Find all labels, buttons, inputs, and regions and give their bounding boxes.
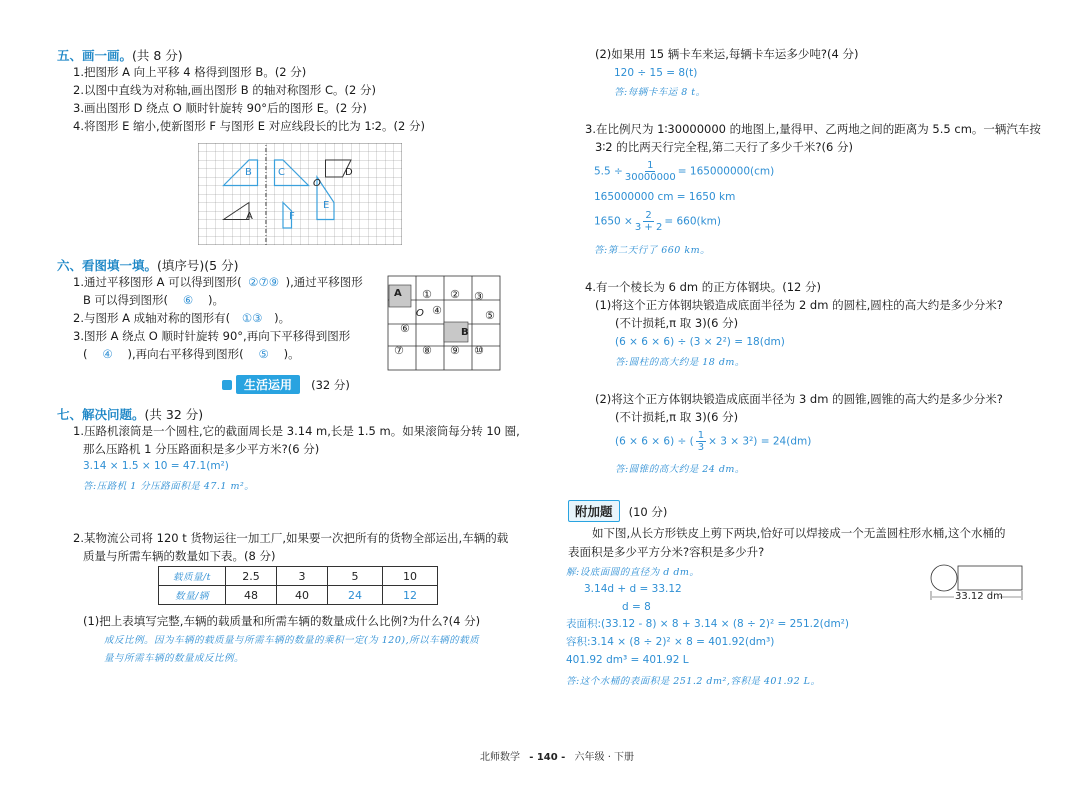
table-cell: 40 — [277, 586, 328, 605]
s7-q1-line2: 那么压路机 1 分压路面积是多少平方米?(6 分) — [83, 442, 320, 456]
table-head-load: 载质量/t — [159, 567, 226, 586]
s7-q1-calc: 3.14 × 1.5 × 10 = 47.1(m²) — [83, 460, 229, 472]
extra-header — [568, 500, 667, 522]
r-q4-1-line2: (不计损耗,π 取 3)(6 分) — [615, 316, 739, 330]
page-number: - 140 - — [529, 752, 566, 763]
r-q4-2-line1: (2)将这个正方体钢块锻造成底面半径为 3 dm 的圆锥,圆锥的高大约是多少分米? — [595, 392, 1003, 406]
r-q4-1-line1: (1)将这个正方体钢块锻造成底面半径为 2 dm 的圆柱,圆柱的高大约是多少分米? — [595, 298, 1003, 312]
extra-step1: 解:设底面圆的直径为 d dm。 — [566, 567, 700, 578]
r-q4-2-answer: 答:圆锥的高大约是 24 dm。 — [615, 464, 745, 475]
r-q3-answer: 答:第二天行了 660 km。 — [594, 245, 711, 256]
r-q4-2-line2: (不计损耗,π 取 3)(6 分) — [615, 410, 739, 424]
s5-item-3: 3.画出图形 D 绕点 O 顺时针旋转 90°后的图形 E。(2 分) — [73, 101, 367, 115]
extra-step2: 3.14d + d = 33.12 — [584, 583, 682, 595]
puzzle-label-3: ③ — [474, 290, 484, 303]
extra-step3: d = 8 — [622, 601, 651, 613]
puzzle-label-6: ⑥ — [400, 322, 410, 335]
s7-q2-line2: 质量与所需车辆的数量如下表。(8 分) — [83, 549, 276, 563]
section-6-title: 六、看图填一填。(填序号)(5 分) — [57, 258, 239, 273]
puzzle-label-b: B — [461, 327, 469, 338]
puzzle-label-9: ⑨ — [450, 344, 460, 357]
puzzle-label-8: ⑧ — [422, 344, 432, 357]
r-q3-calc1: 5.5 ÷ $\frac{1}{30000000}$ = 165000000(cm) — [594, 160, 775, 183]
figure-length-label: 33.12 dm — [955, 591, 1003, 602]
r-q3-calc2: 165000000 cm = 1650 km — [594, 191, 736, 203]
extra-line1: 如下图,从长方形铁皮上剪下两块,恰好可以焊接成一个无盖圆柱形水桶,这个水桶的 — [592, 526, 1006, 540]
s6-q1-line2: B 可以得到图形( ⑥ )。 — [83, 293, 225, 307]
extra-step5: 容积:3.14 × (8 ÷ 2)² × 8 = 401.92(dm³) — [566, 636, 775, 648]
life-use-points: (32 分) — [311, 378, 350, 392]
grid-label-b: B — [245, 167, 252, 178]
grid-label-a: A — [246, 211, 253, 222]
section-7-title: 七、解决问题。(共 32 分) — [57, 407, 204, 422]
r-q2-2: (2)如果用 15 辆卡车来运,每辆卡车运多少吨?(4 分) — [595, 47, 859, 61]
grid-label-c: C — [278, 167, 285, 178]
puzzle-label-a: A — [394, 288, 402, 299]
s7-q2-line1: 2.某物流公司将 120 t 货物运往一加工厂,如果要一次把所有的货物全部运出,车辆的载 — [73, 531, 509, 545]
s7-q2-1: (1)把上表填写完整,车辆的载质量和所需车辆的数量成什么比例?为什么?(4 分) — [83, 614, 481, 628]
extra-step4: 表面积:(33.12 - 8) × 8 + 3.14 × (8 ÷ 2)² = 251.2(dm²) — [566, 618, 849, 630]
puzzle-label-2: ② — [450, 288, 460, 301]
grid-label-d: D — [345, 167, 353, 178]
puzzle-label-1: ① — [422, 288, 432, 301]
puzzle-label-o: O — [416, 308, 424, 319]
grid-label-o: O — [313, 178, 321, 189]
s6-q1-line1: 1.通过平移图形 A 可以得到图形( ②⑦⑨ ),通过平移图形 — [73, 275, 363, 289]
r-q3-calc3: 1650 × $\frac{2}{3 + 2}$ = 660(km) — [594, 210, 722, 233]
extra-points: (10 分) — [628, 505, 668, 519]
life-use-header — [222, 374, 350, 394]
r-q3-line2: 3∶2 的比两天行完全程,第二天行了多少千米?(6 分) — [595, 140, 853, 154]
load-table — [158, 566, 438, 605]
table-cell-answer: 24 — [328, 586, 383, 605]
grid-label-e: E — [323, 200, 330, 211]
r-q3-line1: 3.在比例尺为 1∶30000000 的地图上,量得甲、乙两地之间的距离为 5.5 cm。一辆汽车按 — [585, 122, 1041, 136]
s7-q2-1-answer-line2: 量与所需车辆的数量成反比例。 — [104, 653, 245, 664]
footer-grade: 六年级 · 下册 — [574, 752, 635, 763]
s5-item-2: 2.以图中直线为对称轴,画出图形 B 的轴对称图形 C。(2 分) — [73, 83, 376, 97]
footer-book: 北师数学 — [480, 752, 520, 763]
s5-item-1: 1.把图形 A 向上平移 4 格得到图形 B。(2 分) — [73, 65, 307, 79]
extra-step6: 401.92 dm³ = 401.92 L — [566, 654, 689, 666]
r-q2-2-answer: 答:每辆卡车运 8 t。 — [614, 87, 706, 98]
life-use-badge: 生活运用 — [236, 375, 300, 394]
puzzle-label-5: ⑤ — [485, 309, 495, 322]
r-q4-1-calc: (6 × 6 × 6) ÷ (3 × 2²) = 18(dm) — [615, 336, 785, 348]
footer — [480, 748, 634, 763]
s7-q2-1-answer-line1: 成反比例。因为车辆的载质量与所需车辆的数量的乘积一定(为 120),所以车辆的载质 — [104, 635, 480, 646]
table-cell: 2.5 — [226, 567, 277, 586]
extra-answer: 答:这个水桶的表面积是 251.2 dm²,容积是 401.92 L。 — [566, 676, 821, 687]
table-cell-answer: 12 — [383, 586, 438, 605]
s6-q3-line2: ( ④ ),再向右平移得到图形( ⑤ )。 — [83, 347, 300, 361]
table-head-count: 数量/辆 — [159, 586, 226, 605]
extra-badge: 附加题 — [568, 500, 620, 522]
drawing-grid — [198, 143, 402, 245]
s6-q2: 2.与图形 A 成轴对称的图形有( ①③ )。 — [73, 311, 291, 325]
table-cell: 10 — [383, 567, 438, 586]
grid-label-f: F — [289, 211, 295, 222]
r-q4-2-calc: (6 × 6 × 6) ÷ ( $\frac{1}{3}$ × 3 × 3²) = 24(dm) — [615, 430, 812, 453]
cube-icon — [222, 380, 232, 390]
puzzle-label-4: ④ — [432, 304, 442, 317]
s5-item-4: 4.将图形 E 缩小,使新图形 F 与图形 E 对应线段长的比为 1∶2。(2 分) — [73, 119, 425, 133]
table-cell: 5 — [328, 567, 383, 586]
s7-q1-answer: 答:压路机 1 分压路面积是 47.1 m²。 — [83, 481, 255, 492]
puzzle-label-10: ⑩ — [474, 344, 484, 357]
puzzle-label-7: ⑦ — [394, 344, 404, 357]
r-q2-2-calc: 120 ÷ 15 = 8(t) — [614, 67, 698, 79]
table-cell: 48 — [226, 586, 277, 605]
r-q4-1-answer: 答:圆柱的高大约是 18 dm。 — [615, 357, 745, 368]
s7-q1-line1: 1.压路机滚筒是一个圆柱,它的截面周长是 3.14 m,长是 1.5 m。如果滚筒每分转 10 圈, — [73, 424, 520, 438]
extra-line2: 表面积是多少平方分米?容积是多少升? — [568, 545, 765, 559]
table-cell: 3 — [277, 567, 328, 586]
r-q4: 4.有一个棱长为 6 dm 的正方体钢块。(12 分) — [585, 280, 822, 294]
s6-q3-line1: 3.图形 A 绕点 O 顺时针旋转 90°,再向下平移得到图形 — [73, 329, 351, 343]
section-5-title: 五、画一画。(共 8 分) — [57, 48, 183, 63]
